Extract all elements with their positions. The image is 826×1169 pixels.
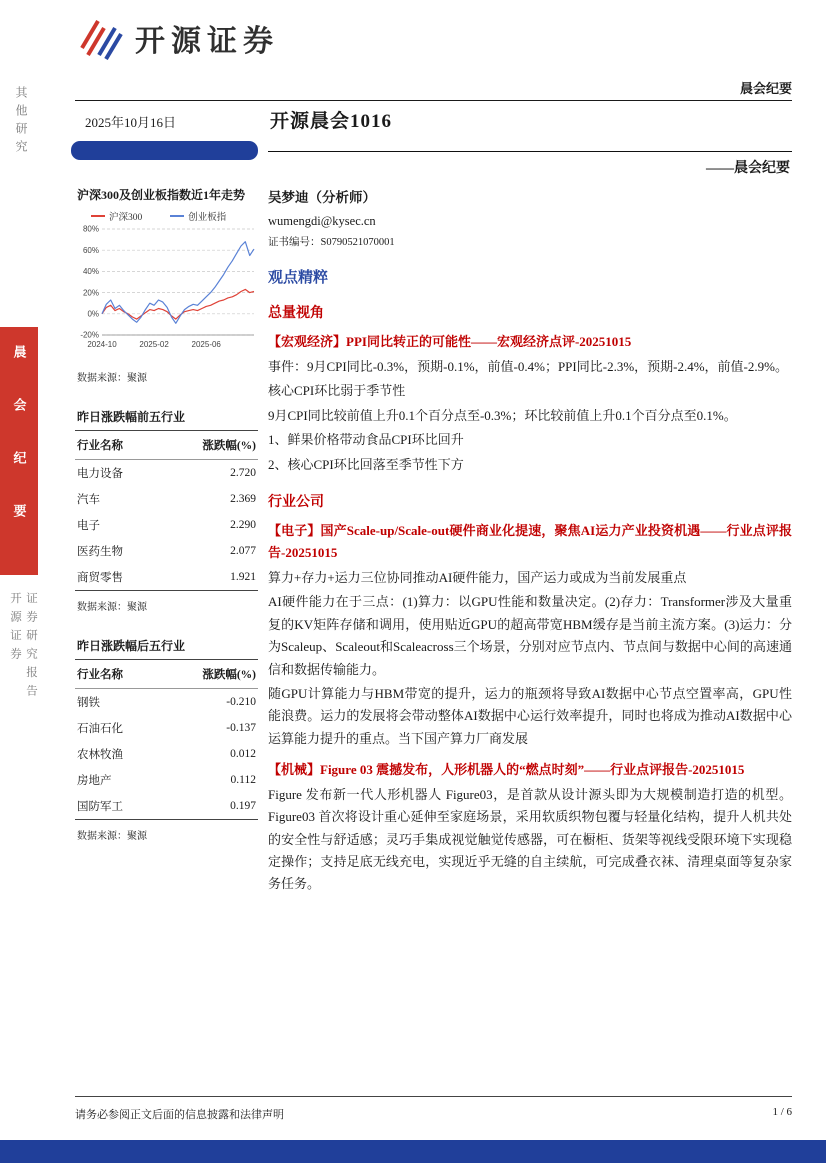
trend-chart [75, 223, 258, 357]
change-header: 涨跌幅(%) [160, 660, 258, 689]
page-footer [75, 1096, 792, 1122]
hs300-line-swatch [91, 215, 105, 217]
industry-header: 行业名称 [75, 431, 160, 460]
page-title: 开源晨会1016 [270, 111, 393, 132]
macro-paragraph: 核心CPI环比弱于季节性 [268, 383, 406, 399]
left-column [75, 186, 258, 842]
sidebar-label-morning-notes: 晨会纪要 [11, 345, 27, 557]
section-highlights: 观点精粹 [268, 270, 329, 286]
right-column [268, 186, 792, 898]
change-cell: 0.112 [230, 774, 256, 786]
table-row [75, 460, 258, 487]
analyst-email: wumengdi@kysec.cn [268, 214, 376, 228]
svg-text:-20%: -20% [80, 330, 99, 340]
industry-cell: 商贸零售 [75, 564, 160, 591]
brand-name: 开源证券 [135, 25, 279, 58]
legend-item-hs300 [91, 209, 142, 223]
chart-source: 数据来源：聚源 [77, 373, 147, 384]
brand-logo-icon [75, 16, 125, 60]
machinery-item-title: 【机械】Figure 03 震撼发布，人形机器人的“燃点时刻”——行业点评报告-20251015 [268, 761, 745, 777]
bottom-blue-bar [0, 1140, 826, 1163]
industry-cell: 钢铁 [77, 697, 100, 709]
change-header: 涨跌幅(%) [160, 431, 258, 460]
sidebar-label-other-research: 其他研究 [14, 86, 28, 158]
industry-cell: 石油石化 [77, 723, 123, 735]
change-cell: 2.290 [230, 519, 256, 531]
table-row [75, 512, 258, 538]
doc-subtitle: ——晨会纪要 [706, 161, 790, 176]
svg-text:60%: 60% [82, 245, 99, 255]
corner-doc-type: 晨会纪要 [739, 81, 792, 96]
sidebar-label-brand: 开源证券 [9, 592, 21, 666]
machinery-paragraph: Figure 发布新一代人形机器人 Figure03，是首款从设计源头即为大规模制造打造的机型。Figure03 首次将设计重心延伸至家庭场景，采用软质织物包覆与轻量化结构，提升人机共处的安全性与舒适感；灵巧手集成视觉触觉传感器，可在橱柜、货架等视线受限环境下实现稳定操作；支持足底无线充电，实现近乎无缝的自主续航，可完成叠衣袜、清理桌面等复杂家务任务。 [268, 787, 792, 892]
chart-title: 沪深300及创业板指数近1年走势 [77, 188, 246, 202]
change-cell: -0.210 [226, 696, 256, 708]
electronics-paragraph: 随GPU计算能力与HBM带宽的提升，运力的瓶颈将导致AI数据中心节点空置率高，GPU性能浪费。运力的发展将会带动整体AI数据中心运行效率提升，同时也将成为推动AI数据中心运算能力提升的重点。当下国产算力厂商发展 [268, 685, 792, 746]
table-row [75, 564, 258, 591]
brand-header [75, 16, 279, 60]
industry-cell: 农林牧渔 [77, 749, 123, 761]
group-industry: 行业公司 [268, 494, 324, 510]
chinext-line-swatch [170, 215, 184, 217]
change-cell: 2.077 [230, 545, 256, 557]
change-cell: 0.012 [230, 748, 256, 760]
electronics-paragraph: AI硬件能力在于三点：(1)算力：以GPU性能和数量决定。(2)存力：Transformer涉及大量重复的KV矩阵存储和调用，使用贴近GPU的超高带宽HBM缓存是当前主流方案。(3)运力：分为Scaleup、Scaleout和Scaleacross三个场景，分别对应节点内、节点间与数据中心间的高速通信和数据传输能力。 [268, 594, 792, 677]
chart-legend [75, 209, 258, 223]
change-cell: -0.137 [226, 722, 256, 734]
svg-text:2025-06: 2025-06 [191, 340, 221, 349]
group-macro: 总量视角 [268, 306, 324, 321]
table-source: 数据来源：聚源 [77, 831, 147, 842]
svg-text:2025-02: 2025-02 [139, 340, 169, 349]
table-row [75, 741, 258, 767]
table-row [75, 715, 258, 741]
change-cell: 2.720 [230, 467, 256, 479]
report-date: 2025年10月16日 [85, 115, 177, 130]
industry-cell: 医药生物 [77, 546, 123, 558]
electronics-item-title: 【电子】国产Scale-up/Scale-out硬件商业化提速，聚焦AI运力产业投资机遇——行业点评报告-20251015 [268, 522, 792, 560]
top-gainers-table [75, 430, 258, 591]
sidebar-label-research-series: 证券研究报告 [25, 592, 37, 703]
page-number: 1 / 6 [772, 1106, 792, 1118]
blue-accent-bar [71, 141, 258, 160]
change-cell: 0.197 [160, 793, 258, 820]
macro-paragraph: 1、鲜果价格带动食品CPI环比回升 [268, 432, 464, 448]
svg-text:80%: 80% [82, 224, 99, 234]
table-row [75, 793, 258, 820]
industry-cell: 电力设备 [77, 468, 123, 480]
table-header-row [75, 431, 258, 460]
legend-item-chinext [170, 209, 226, 223]
table-row [75, 538, 258, 564]
table-source: 数据来源：聚源 [77, 602, 147, 613]
electronics-paragraph: 算力+存力+运力三位协同推动AI硬件能力，国产运力或成为当前发展重点 [268, 570, 687, 586]
title-divider [268, 151, 792, 152]
top-losers-title: 昨日涨跌幅后五行业 [77, 639, 186, 653]
change-cell: 1.921 [160, 564, 258, 591]
industry-cell: 电子 [77, 520, 100, 532]
header-divider [75, 100, 792, 101]
industry-cell: 汽车 [77, 494, 100, 506]
table-row [75, 767, 258, 793]
change-cell: 2.369 [230, 493, 256, 505]
table-header-row [75, 660, 258, 689]
legend-label-chinext: 创业板指 [188, 213, 227, 223]
macro-item-title: 【宏观经济】PPI同比转正的可能性——宏观经济点评-20251015 [268, 334, 632, 349]
main-content [75, 0, 792, 1169]
macro-paragraph: 2、核心CPI环比回落至季节性下方 [268, 456, 464, 472]
legend-label-hs300: 沪深300 [109, 213, 143, 223]
top-losers-table [75, 659, 258, 820]
industry-header: 行业名称 [75, 660, 160, 689]
footer-disclaimer: 请务必参阅正文后面的信息披露和法律声明 [75, 1109, 284, 1121]
industry-cell: 房地产 [77, 775, 112, 787]
industry-cell: 国防军工 [75, 793, 160, 820]
top-gainers-title: 昨日涨跌幅前五行业 [77, 410, 186, 424]
macro-paragraph: 9月CPI同比较前值上升0.1个百分点至-0.3%；环比较前值上升0.1个百分点至0.1%。 [268, 407, 737, 423]
svg-text:40%: 40% [82, 267, 99, 277]
sidebar-red-banner [0, 327, 38, 575]
svg-text:2024-10: 2024-10 [87, 340, 117, 349]
table-row [75, 486, 258, 512]
macro-paragraph: 事件：9月CPI同比-0.3%，预期-0.1%，前值-0.4%；PPI同比-2.3%，预期-2.4%，前值-2.9%。 [268, 359, 788, 375]
svg-text:0%: 0% [87, 309, 99, 319]
svg-text:20%: 20% [82, 288, 99, 298]
analyst-name: 吴梦迪（分析师） [268, 190, 376, 205]
analyst-cert-number: 证书编号：S0790521070001 [268, 237, 395, 248]
table-row [75, 689, 258, 716]
